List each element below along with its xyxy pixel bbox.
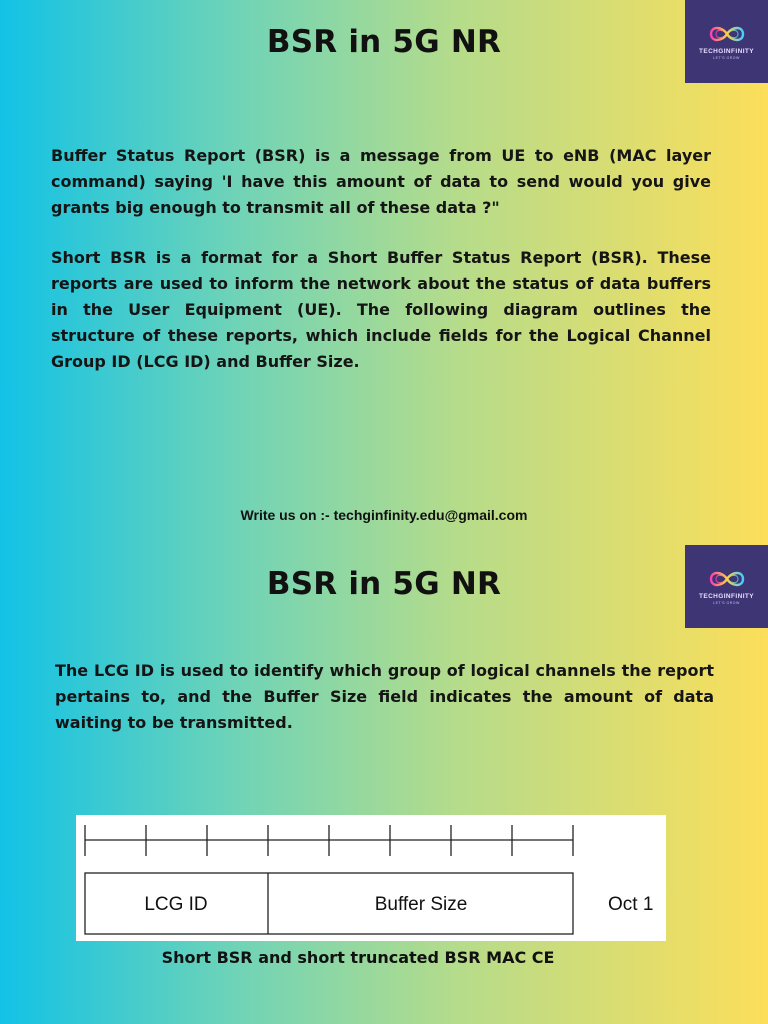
logo-brand-text: TECHGINFINITY (698, 593, 755, 600)
contact-email: Write us on :- techginfinity.edu@gmail.com (240, 507, 528, 523)
lcg-id-field: LCG ID (144, 894, 208, 915)
octet-label: Oct 1 (608, 894, 654, 915)
infinity-loop-icon (707, 568, 747, 590)
short-bsr-paragraph: Short BSR is a format for a Short Buffer Status Report (BSR). These reports are used to inform the network about the status of data buffers in the User Equipment (UE). The following diagram outlines the structure of these reports, which include fields for the Logical Channel Group ID (LCG ID) and Buffer Size. (51, 248, 711, 371)
page-title: BSR in 5G NR (266, 566, 502, 602)
logo-tagline: LET'S GROW (713, 56, 740, 60)
short-bsr-diagram (76, 815, 666, 941)
bsr-structure-svg (76, 815, 666, 941)
bsr-definition-paragraph: Buffer Status Report (BSR) is a message from UE to eNB (MAC layer command) saying 'I have this amount of data to send would you give grants big enough to transmit all of these data ?" (51, 146, 711, 217)
logo-tagline: LET'S GROW (713, 601, 740, 605)
brand-logo (685, 545, 768, 628)
page-title: BSR in 5G NR (266, 24, 502, 60)
buffer-size-field: Buffer Size (374, 894, 468, 915)
brand-logo (685, 0, 768, 83)
logo-brand-text: TECHGINFINITY (698, 48, 755, 55)
diagram-caption: Short BSR and short truncated BSR MAC CE (161, 948, 555, 967)
lcg-explanation-paragraph: The LCG ID is used to identify which group of logical channels the report pertains to, and the Buffer Size field indicates the amount of data waiting to be transmitted. (55, 661, 714, 732)
infinity-loop-icon (707, 23, 747, 45)
